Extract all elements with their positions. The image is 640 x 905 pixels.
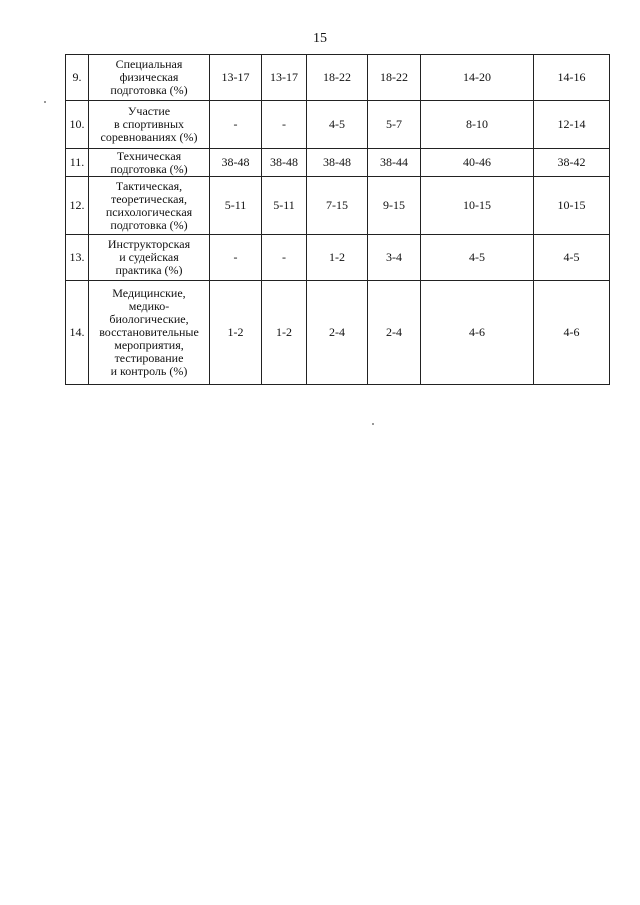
percentage-cell: - <box>210 101 262 149</box>
activity-name-line: психологическая <box>105 204 193 219</box>
activity-name-line: Медицинские, <box>112 286 186 300</box>
page-number: 15 <box>313 31 327 46</box>
percentage-cell: 38-48 <box>210 149 262 177</box>
percentage-cell: 2-4 <box>307 281 368 385</box>
percentage-cell: 9-15 <box>368 177 421 235</box>
percentage-cell: 5-11 <box>210 177 262 235</box>
activity-name-line: физическая <box>119 70 179 84</box>
table-row <box>66 149 610 177</box>
percentage-cell: 10-15 <box>421 177 534 235</box>
percentage-cell: - <box>262 235 307 281</box>
percentage-cell: 1-2 <box>307 235 368 281</box>
activity-name-line: тестирование <box>114 351 184 365</box>
row-number: 14. <box>66 281 89 385</box>
percentage-cell: - <box>262 101 307 149</box>
activity-name-line: практика (%) <box>115 263 183 277</box>
percentage-cell: 10-15 <box>534 177 610 235</box>
activity-name-line: теоретическая, <box>110 191 188 206</box>
percentage-cell: 14-16 <box>534 55 610 101</box>
activity-name-line: Специальная <box>115 57 183 71</box>
row-number: 13. <box>66 235 89 281</box>
activity-name <box>89 281 210 385</box>
row-number: 10. <box>66 101 89 149</box>
activity-name-line: восстановительные <box>99 325 199 339</box>
percentage-cell: 38-48 <box>307 149 368 177</box>
percentage-cell: 12-14 <box>534 101 610 149</box>
table-row <box>66 235 610 281</box>
activity-name-line: и судейская <box>119 250 179 264</box>
percentage-cell: 4-5 <box>307 101 368 149</box>
activity-name-line: Инструкторская <box>107 237 191 251</box>
scan-speck <box>372 423 374 425</box>
percentage-cell: 7-15 <box>307 177 368 235</box>
percentage-cell: 13-17 <box>262 55 307 101</box>
activity-name-line: подготовка (%) <box>110 83 188 97</box>
percentage-cell: 3-4 <box>368 235 421 281</box>
row-number: 12. <box>66 177 89 235</box>
activity-name <box>89 235 210 281</box>
percentage-cell: - <box>210 235 262 281</box>
percentage-cell: 1-2 <box>262 281 307 385</box>
activity-name-line: медико- <box>128 299 170 313</box>
activity-name-line: Техническая <box>116 148 182 163</box>
percentage-cell: 14-20 <box>421 55 534 101</box>
percentage-cell: 4-6 <box>534 281 610 385</box>
activity-name-line: подготовка (%) <box>110 217 188 232</box>
activity-name-line: мероприятия, <box>114 338 184 352</box>
activity-name <box>89 101 210 149</box>
row-number: 11. <box>66 149 89 177</box>
percentage-cell: 1-2 <box>210 281 262 385</box>
percentage-cell: 4-6 <box>421 281 534 385</box>
activity-name-line: биологические, <box>109 312 189 326</box>
training-volume-table <box>65 54 610 385</box>
table-row <box>66 281 610 385</box>
percentage-cell: 40-46 <box>421 149 534 177</box>
percentage-cell: 4-5 <box>534 235 610 281</box>
activity-name-line: Участие <box>127 104 171 118</box>
percentage-cell: 4-5 <box>421 235 534 281</box>
percentage-cell: 38-44 <box>368 149 421 177</box>
row-number: 9. <box>66 55 89 101</box>
activity-name-line: подготовка (%) <box>110 161 188 176</box>
table-row <box>66 101 610 149</box>
activity-name-line: Тактическая, <box>115 178 183 193</box>
activity-name <box>89 149 210 177</box>
activity-name-line: соревнованиях (%) <box>100 130 198 144</box>
activity-name <box>89 55 210 101</box>
activity-name-line: и контроль (%) <box>110 364 188 378</box>
activity-name <box>89 177 210 235</box>
scan-speck <box>44 101 46 103</box>
activity-name-line: в спортивных <box>113 117 185 131</box>
percentage-cell: 2-4 <box>368 281 421 385</box>
percentage-cell: 8-10 <box>421 101 534 149</box>
percentage-cell: 38-42 <box>534 149 610 177</box>
percentage-cell: 5-11 <box>262 177 307 235</box>
percentage-cell: 5-7 <box>368 101 421 149</box>
table-row <box>66 55 610 101</box>
percentage-cell: 13-17 <box>210 55 262 101</box>
percentage-cell: 18-22 <box>368 55 421 101</box>
percentage-cell: 18-22 <box>307 55 368 101</box>
percentage-cell: 38-48 <box>262 149 307 177</box>
table-row <box>66 177 610 235</box>
